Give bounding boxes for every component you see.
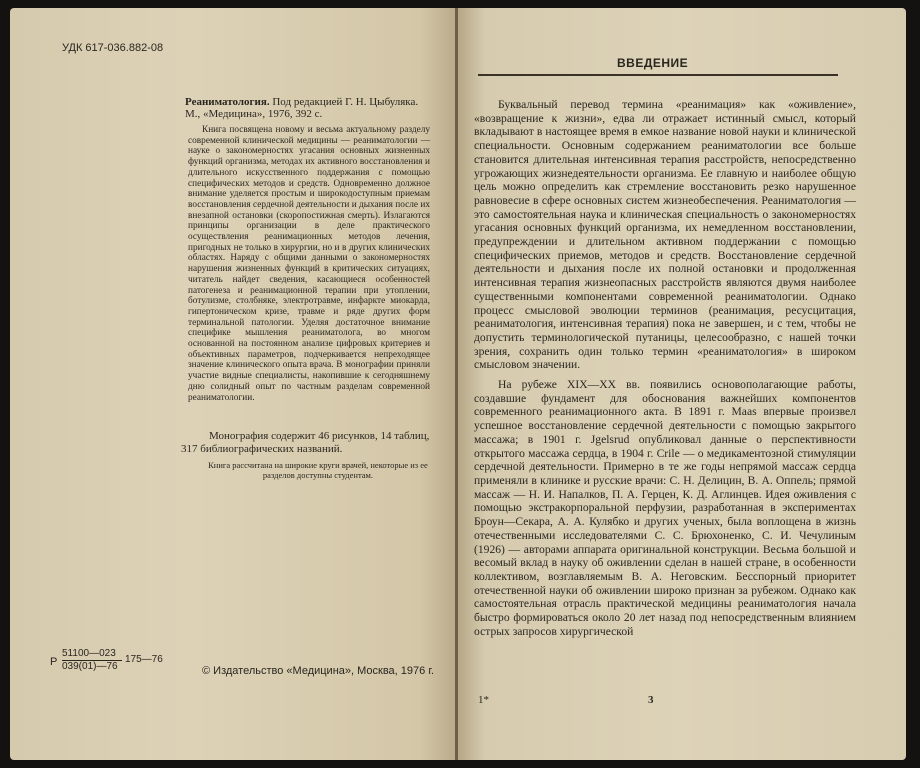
- signature-mark: 1*: [478, 694, 489, 706]
- publisher-imprint: © Издательство «Медицина», Москва, 1976 г.: [202, 665, 435, 677]
- page-number: 3: [648, 694, 654, 706]
- monograph-line-1: Монография содержит 46 рисунков, 14 таблиц,: [209, 430, 430, 442]
- bibliographic-record: [185, 96, 430, 120]
- monograph-stats: [181, 430, 436, 456]
- intro-paragraph-2: На рубеже XIX—XX вв. появились основополагающие работы, создавшие фундамент для обоснования важнейших компонентов современного реанимационного акта. В 1891 г. Maas впервые произвел успешное восстановление сердечной деятельности с помощью закрытого массажа; в 1901 г. Jgelsrud опубликовал данные о перспективности открытого массажа сердца, в 1904 г. Crile — о медикаментозной стимуляции сердечной деятельности. Примерно в те же годы непрямой массаж сердца применяли в клинике и русские врачи: С. Н. Делицин, В. А. Оппель; прямой массаж — Н. И. Напалков, П. А. Герцен, К. Д. Аглинцев. Идея оживления с помощью экстракорпоральной перфузии, разработанная в экспериментах Броун—Секара, А. А. Кулябко и других ученых, была воплощена в жизнь отечественными исследователями С. С. Брюхоненко, С. И. Чечулиным (1926) — авторами аппарата оригинальной конструкции. Весьма большой и весомый вклад в науку об оживлении сделан в нашей стране, в особенности коллективом, возглавляемым В. А. Неговским. Бесспорный приоритет отечественной науки об оживлении широко признан за рубежом. Однако как самостоятельная отрасль практической медицины реаниматология начала быстро формироваться около 20 лет назад под непосредственным влиянием острых запросов хирургической: [474, 378, 856, 638]
- intro-paragraph-1: Буквальный перевод термина «реанимация» как «оживление», «возвращение к жизни», едва ли отражает истинный смысл, который вкладывают в настоящее время в емкое название новой науки и клинической специальности. Основным содержанием реаниматологии все больше становится длительная интенсивная терапия расстройств, непосредственно угрожающих жизнедеятельности организма. Ее главную и наиболее общую цель можно определить как стремление восстановить резко нарушенное равновесие в сфере основных систем жизнеобеспечения. Реаниматология — это самостоятельная наука и клиническая специальность о закономерностях угасания основных функций организма, их немедленном восстановлении, предупреждении и длительном активном поддержании с помощью специфических приемов, методов и средств. Восстановление сердечной деятельности и дыхания после их полной остановки и продолженная интенсивная терапия жизнеопасных расстройств являются двумя наиболее существенными компонентами современной реаниматологии. Однако процесс смысловой эволюции терминов (реанимация, ресусцитация, реаниматология, интенсивная терапия) пока не завершен, и с тем, чтобы не допустить терминологической путаницы, целесообразно, с нашей точки зрения, сохранить один только термин «реаниматология» в широком смысловом значении.: [474, 98, 856, 372]
- abstract-text: Книга посвящена новому и весьма актуальному разделу современной клинической медицины — реаниматологии — науке о закономерностях угасания основных жизненных функций организма, методах их активного восстановления и длительного искусственного поддержания с помощью специфических методов и средств. Одновременно должное внимание уделяется простым и широкодоступным приемам восстановления сердечной деятельности и дыхания после их внезапной остановки (скоропостижная смерть). Излагаются принципы организации в деле практического осуществления реанимационных методов лечения, пригодных не только в хирургии, но и в других клинических областях. Наряду с общими данными о закономерностях нарушения жизненных функций в критических ситуациях, читатель найдет сведения, касающиеся особенностей патогенеза и реанимационной терапии при утоплении, ботулизме, столбняке, электротравме, инфаркте миокарда, гипертоническом кризе, травме и ряде других форм терминальной патологии. Уделяя достаточное внимание специфике мышления реаниматолога, во многом основанной на постоянном анализе цифровых критериев и объективных параметров, подчеркивается непреходящее значение клинического опыта врача. В монографии приняли участие видные специалисты, накопившие к сегодняшнему дню солидный опыт по частным разделам современной реаниматологии.: [188, 125, 430, 403]
- introduction-text: [474, 98, 856, 638]
- book-abstract: [188, 125, 430, 403]
- catalog-code-fraction: [62, 648, 122, 673]
- catalog-code-numerator: 51100—023: [62, 648, 122, 661]
- catalog-code-denominator: 039(01)—76: [62, 661, 118, 672]
- catalog-code-letter: Р: [50, 656, 58, 668]
- book-title: Реаниматология.: [185, 96, 270, 108]
- catalog-code-number: 175—76: [125, 654, 163, 665]
- udk-code: УДК 617-036.882-08: [62, 42, 164, 54]
- chapter-heading: ВВЕДЕНИЕ: [617, 56, 689, 70]
- heading-rule: [478, 74, 838, 76]
- audience-note: Книга рассчитана на широкие круги врачей, некоторые из ее разделов доступны студентам.: [208, 460, 428, 480]
- book-details: Под редакцией Г. Н. Цыбуляка. М., «Медицина», 1976, 392 с.: [185, 96, 419, 120]
- monograph-line-2: 317 библиографических названий.: [181, 443, 343, 455]
